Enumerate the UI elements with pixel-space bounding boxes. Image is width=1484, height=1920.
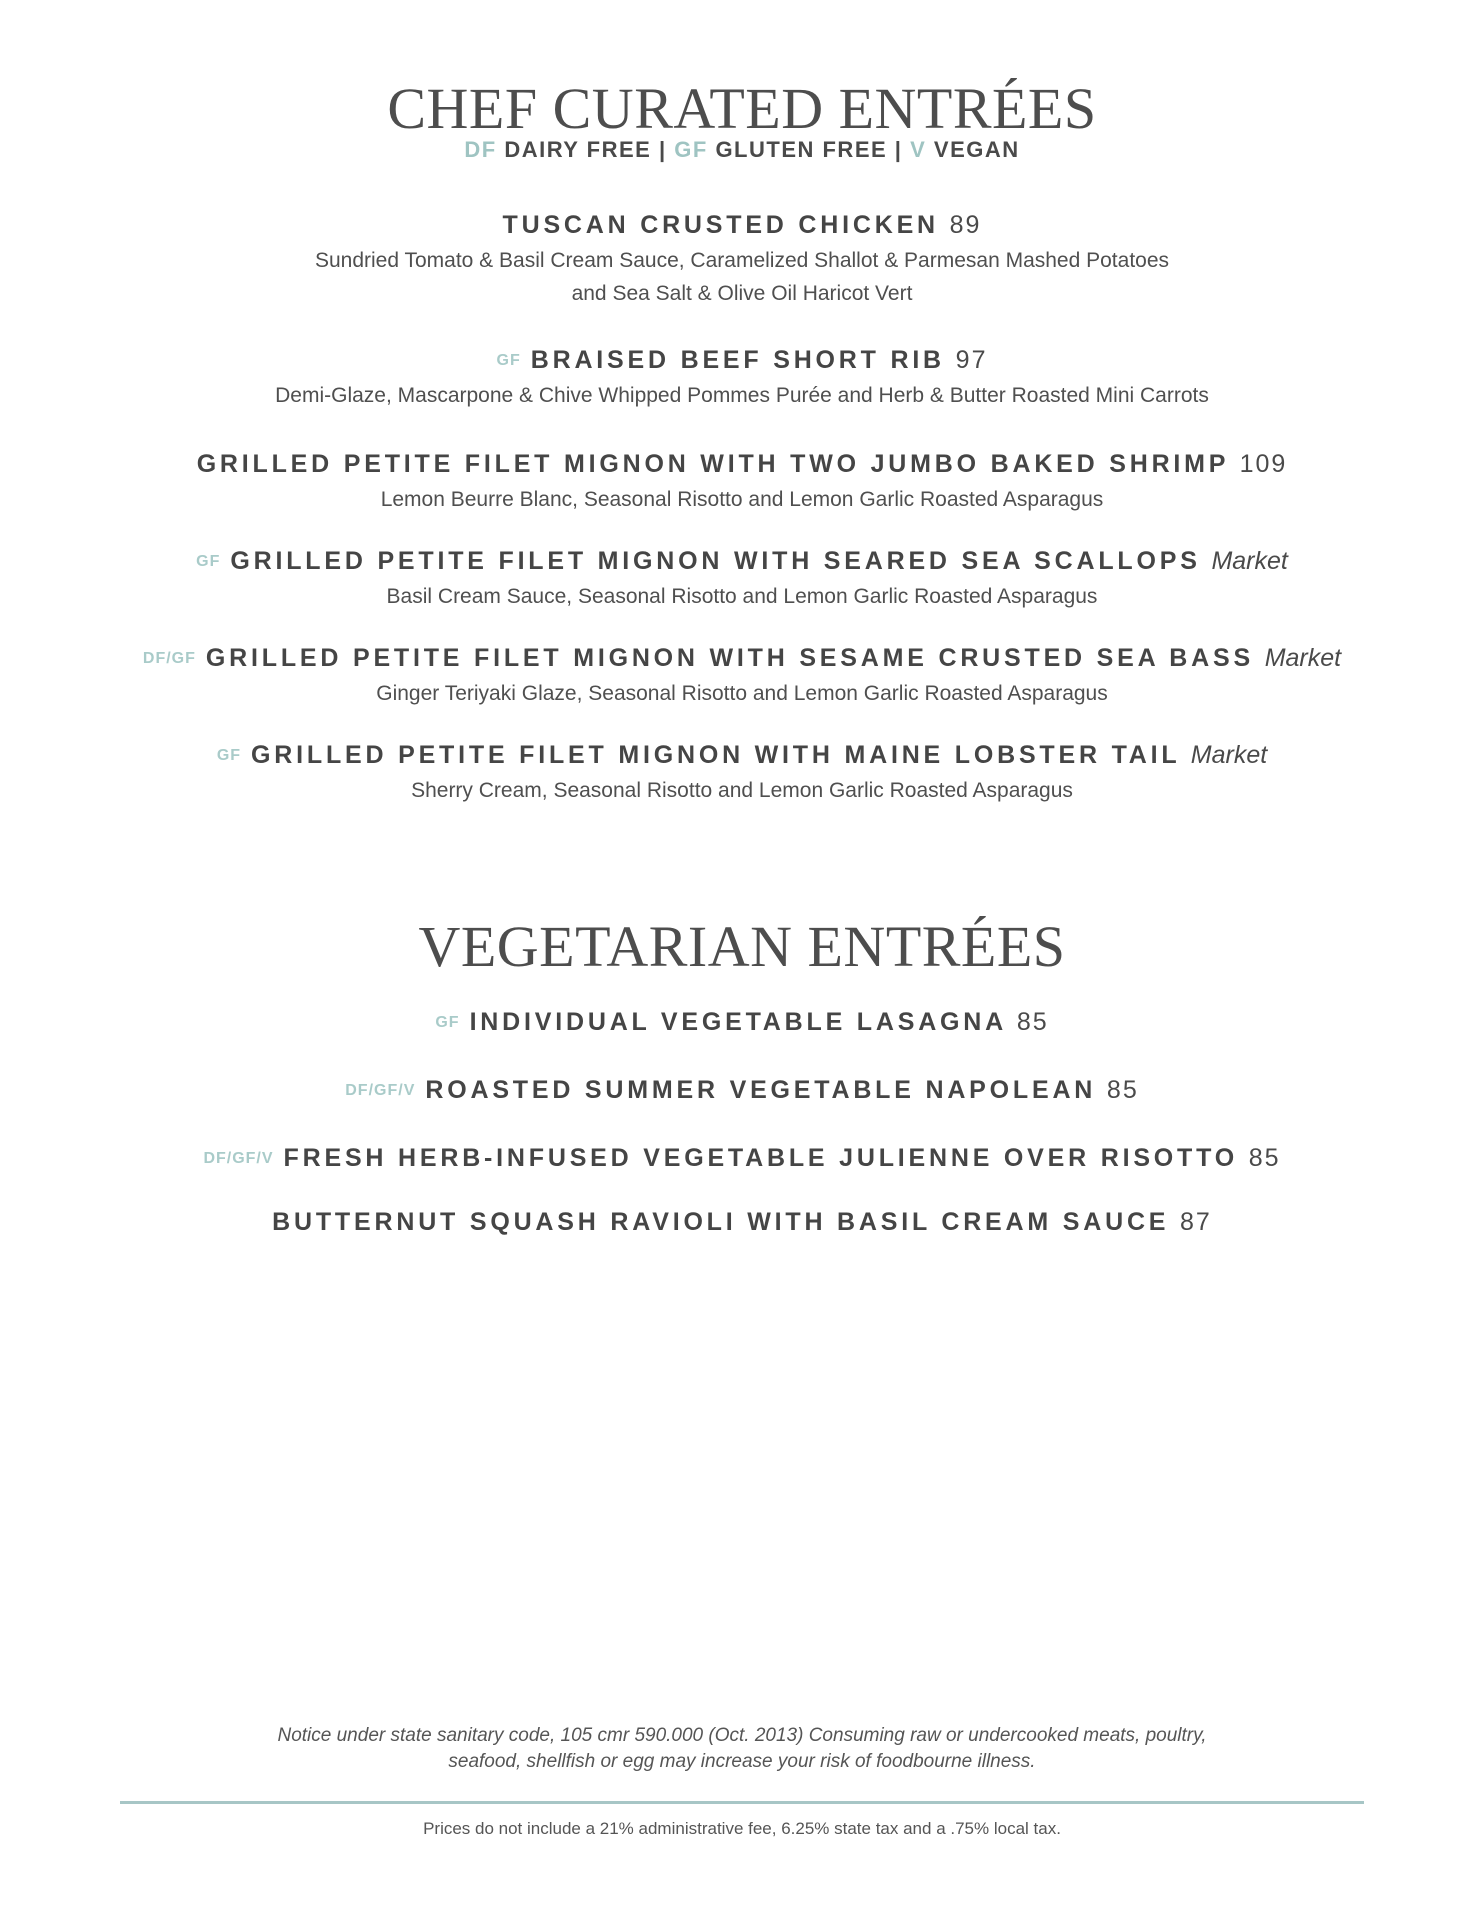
menu-item-description xyxy=(0,774,1484,807)
dietary-tag: DF/GF xyxy=(142,650,196,668)
menu-item-heading xyxy=(0,1078,1484,1103)
menu-item-description-line: Demi-Glaze, Mascarpone & Chive Whipped Pommes Purée and Herb & Butter Roasted Mini Carrots xyxy=(275,384,1209,407)
menu-item-heading xyxy=(0,743,1484,768)
menu-item-description xyxy=(0,580,1484,613)
menu-item-name: TUSCAN CRUSTED CHICKEN xyxy=(502,211,939,239)
menu-item-price: 85 xyxy=(1248,1144,1281,1172)
legend-label-df: DAIRY FREE xyxy=(504,137,652,162)
footer-divider xyxy=(120,1801,1364,1804)
menu-item-price: 87 xyxy=(1180,1208,1212,1236)
menu-item-description xyxy=(0,483,1484,516)
menu-item-heading xyxy=(0,549,1484,574)
menu-item-description-line: Lemon Beurre Blanc, Seasonal Risotto and Lemon Garlic Roasted Asparagus xyxy=(380,488,1104,511)
menu-item xyxy=(0,1010,1484,1035)
menu-item-description xyxy=(0,379,1484,412)
dietary-tag: DF/GF/V xyxy=(203,1150,274,1168)
menu-item xyxy=(0,452,1484,516)
menu-item-name: INDIVIDUAL VEGETABLE LASAGNA xyxy=(469,1008,1007,1036)
legend-separator: | xyxy=(658,137,667,162)
chef-section-title: CHEF CURATED ENTRÉES xyxy=(387,76,1097,141)
menu-item-name: GRILLED PETITE FILET MIGNON WITH TWO JUMBO BAKED SHRIMP xyxy=(196,450,1229,478)
menu-item-heading xyxy=(0,213,1484,238)
fee-note: Prices do not include a 21% administrative fee, 6.25% state tax and a .75% local tax. xyxy=(423,1819,1061,1838)
menu-item-name: GRILLED PETITE FILET MIGNON WITH SESAME CRUSTED SEA BASS xyxy=(205,644,1254,672)
legend-label-v: VEGAN xyxy=(933,137,1020,162)
legend-code-df: DF xyxy=(464,137,497,162)
menu-item-heading xyxy=(0,1010,1484,1035)
menu-item-name: FRESH HERB-INFUSED VEGETABLE JULIENNE OVER RISOTTO xyxy=(283,1144,1238,1172)
legend-separator: | xyxy=(894,137,903,162)
menu-item-heading xyxy=(0,646,1484,671)
dietary-tag: DF/GF/V xyxy=(345,1082,416,1100)
menu-item-description-line: Sherry Cream, Seasonal Risotto and Lemon Garlic Roasted Asparagus xyxy=(411,779,1073,802)
menu-item-price: 85 xyxy=(1106,1076,1139,1104)
dietary-tag: GF xyxy=(216,747,242,765)
menu-item-heading xyxy=(0,1210,1484,1235)
menu-item-description-line: Basil Cream Sauce, Seasonal Risotto and Lemon Garlic Roasted Asparagus xyxy=(386,585,1098,608)
menu-item-heading xyxy=(0,1146,1484,1171)
menu-item-description xyxy=(0,244,1484,310)
legend-code-v: V xyxy=(910,137,927,162)
legend-code-gf: GF xyxy=(674,137,708,162)
sanitary-notice-line: Notice under state sanitary code, 105 cmr 590.000 (Oct. 2013) Consuming raw or undercooked meats, poultry, xyxy=(277,1725,1207,1746)
sanitary-notice-line: seafood, shellfish or egg may increase your risk of foodbourne illness. xyxy=(448,1751,1036,1772)
menu-item xyxy=(0,743,1484,807)
menu-item xyxy=(0,646,1484,710)
menu-item-heading xyxy=(0,452,1484,477)
menu-item-description-line: and Sea Salt & Olive Oil Haricot Vert xyxy=(571,282,913,305)
menu-item-price: 85 xyxy=(1016,1008,1049,1036)
menu-item xyxy=(0,1078,1484,1103)
vegetarian-section-title: VEGETARIAN ENTRÉES xyxy=(418,914,1066,979)
menu-item-description-line: Ginger Teriyaki Glaze, Seasonal Risotto and Lemon Garlic Roasted Asparagus xyxy=(376,682,1108,705)
menu-item xyxy=(0,1210,1484,1235)
menu-item-name: BUTTERNUT SQUASH RAVIOLI WITH BASIL CREAM SAUCE xyxy=(272,1208,1170,1236)
menu-item-description-line: Sundried Tomato & Basil Cream Sauce, Caramelized Shallot & Parmesan Mashed Potatoes xyxy=(314,249,1170,272)
menu-item xyxy=(0,549,1484,613)
menu-item xyxy=(0,213,1484,310)
menu-item-name: GRILLED PETITE FILET MIGNON WITH SEARED SEA SCALLOPS xyxy=(230,547,1201,575)
menu-item-heading xyxy=(0,348,1484,373)
menu-item-price: Market xyxy=(1264,644,1342,672)
menu-item-description xyxy=(0,677,1484,710)
menu-item xyxy=(0,348,1484,412)
sanitary-notice xyxy=(0,1723,1484,1775)
dietary-tag: GF xyxy=(196,553,221,571)
menu-item-price: Market xyxy=(1190,741,1268,769)
menu-item-name: BRAISED BEEF SHORT RIB xyxy=(530,346,945,374)
dietary-legend xyxy=(0,139,1484,161)
legend-label-gf: GLUTEN FREE xyxy=(715,137,888,162)
menu-item-price: Market xyxy=(1211,547,1288,575)
menu-item-name: GRILLED PETITE FILET MIGNON WITH MAINE LOBSTER TAIL xyxy=(251,741,1181,769)
menu-item-price: 97 xyxy=(955,346,988,374)
menu-item xyxy=(0,1146,1484,1171)
menu-item-name: ROASTED SUMMER VEGETABLE NAPOLEAN xyxy=(425,1076,1097,1104)
menu-item-price: 109 xyxy=(1239,450,1288,478)
menu-item-price: 89 xyxy=(949,211,982,239)
dietary-tag: GF xyxy=(496,352,521,370)
dietary-tag: GF xyxy=(435,1014,460,1032)
